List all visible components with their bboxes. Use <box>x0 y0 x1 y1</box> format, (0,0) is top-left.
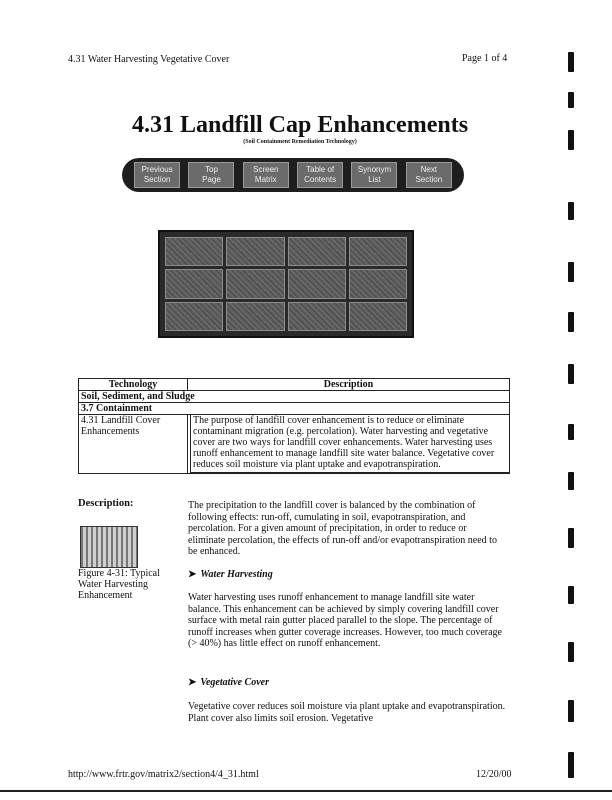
edge-mark <box>568 752 574 778</box>
matrix-cell[interactable] <box>349 269 407 298</box>
matrix-cell[interactable] <box>349 237 407 266</box>
figure-caption: Figure 4-31: Typical Water Harvesting Enhancement <box>78 568 160 601</box>
matrix-cell[interactable] <box>165 302 223 331</box>
next-section-button[interactable]: Next Section <box>406 162 452 188</box>
page-subtitle: (Soil Containment Remediation Technology) <box>243 139 357 145</box>
description-label: Description: <box>78 498 134 509</box>
edge-mark <box>568 262 574 282</box>
page-title: 4.31 Landfill Cap Enhancements <box>131 112 469 138</box>
navigation-bar <box>122 158 464 192</box>
edge-mark <box>568 700 574 722</box>
matrix-cell[interactable] <box>165 237 223 266</box>
vegetative-cover-heading: ➤ Vegetative Cover <box>188 677 269 688</box>
edge-mark <box>568 312 574 332</box>
matrix-cell[interactable] <box>288 302 346 331</box>
page-header-title: 4.31 Water Harvesting Vegetative Cover <box>68 54 230 65</box>
edge-mark <box>568 642 574 662</box>
matrix-cell[interactable] <box>288 237 346 266</box>
description-paragraph: The precipitation to the landfill cover is balanced by the combination of following effects: run-off, cumulating in soil, evapotranspiration, and percolation. For a given amount of precipitation, in order to reduce or eliminate percolation, the effects of run-off and/or evapotranspiration need to be enhanced. <box>188 500 497 557</box>
edge-mark <box>568 202 574 220</box>
technology-matrix-image <box>158 230 414 338</box>
fax-edge-marks <box>568 52 576 782</box>
technology-table <box>78 378 510 474</box>
column-header-technology: Technology <box>79 379 188 391</box>
synonym-list-button[interactable]: Synonym List <box>351 162 397 188</box>
edge-mark <box>568 424 574 440</box>
table-row-category: 3.7 Containment <box>79 403 510 415</box>
table-of-contents-button[interactable]: Table of Contents <box>297 162 343 188</box>
technology-name-cell: 4.31 Landfill Cover Enhancements <box>79 415 188 474</box>
edge-mark <box>568 130 574 150</box>
previous-section-button[interactable]: Previous Section <box>134 162 180 188</box>
technology-description-cell <box>188 415 510 474</box>
edge-mark <box>568 586 574 604</box>
top-page-button[interactable]: Top Page <box>188 162 234 188</box>
water-harvesting-heading: ➤ Water Harvesting <box>188 569 273 580</box>
matrix-cell[interactable] <box>226 269 284 298</box>
arrow-bullet-icon: ➤ <box>188 569 197 580</box>
edge-mark <box>568 528 574 548</box>
edge-mark <box>568 52 574 72</box>
matrix-cell[interactable] <box>226 302 284 331</box>
water-harvesting-paragraph: Water harvesting uses runoff enhancement to manage landfill site water balance. This enhancement can be achieved by simply covering landfill cover surface with metal rain gutter placed parallel to the slope. The percentage of runoff increases when gutter coverage increases. However, too much coverage (> 40%) has little effect on runoff enhancement. <box>188 592 502 649</box>
figure-thumbnail[interactable] <box>80 526 138 568</box>
page-number: Page 1 of 4 <box>462 53 508 64</box>
matrix-cell[interactable] <box>226 237 284 266</box>
page-edge-rule <box>0 790 612 792</box>
arrow-bullet-icon: ➤ <box>188 677 197 688</box>
matrix-cell[interactable] <box>165 269 223 298</box>
matrix-cell[interactable] <box>349 302 407 331</box>
matrix-cell[interactable] <box>288 269 346 298</box>
edge-mark <box>568 92 574 108</box>
edge-mark <box>568 364 574 384</box>
vegetative-cover-paragraph: Vegetative cover reduces soil moisture via plant uptake and evapotranspiration. Plant cover also limits soil erosion. Vegetative <box>188 701 506 724</box>
column-header-description: Description <box>188 379 510 391</box>
technology-description-text: The purpose of landfill cover enhancement is to reduce or eliminate contaminant migration (e.g. percolation). Water harvesting and vegetative cover are two ways for landfill cover enhancements. Water harvesting uses runoff enhancement to manage landfill site water balance. Vegetative cover reduces soil moisture via plant uptake and evapotranspiration. <box>190 415 509 473</box>
footer-url[interactable]: http://www.frtr.gov/matrix2/section4/4_31.html <box>68 769 259 780</box>
footer-date: 12/20/00 <box>476 769 512 780</box>
table-row-media: Soil, Sediment, and Sludge <box>79 391 510 403</box>
edge-mark <box>568 472 574 490</box>
screen-matrix-button[interactable]: Screen Matrix <box>243 162 289 188</box>
